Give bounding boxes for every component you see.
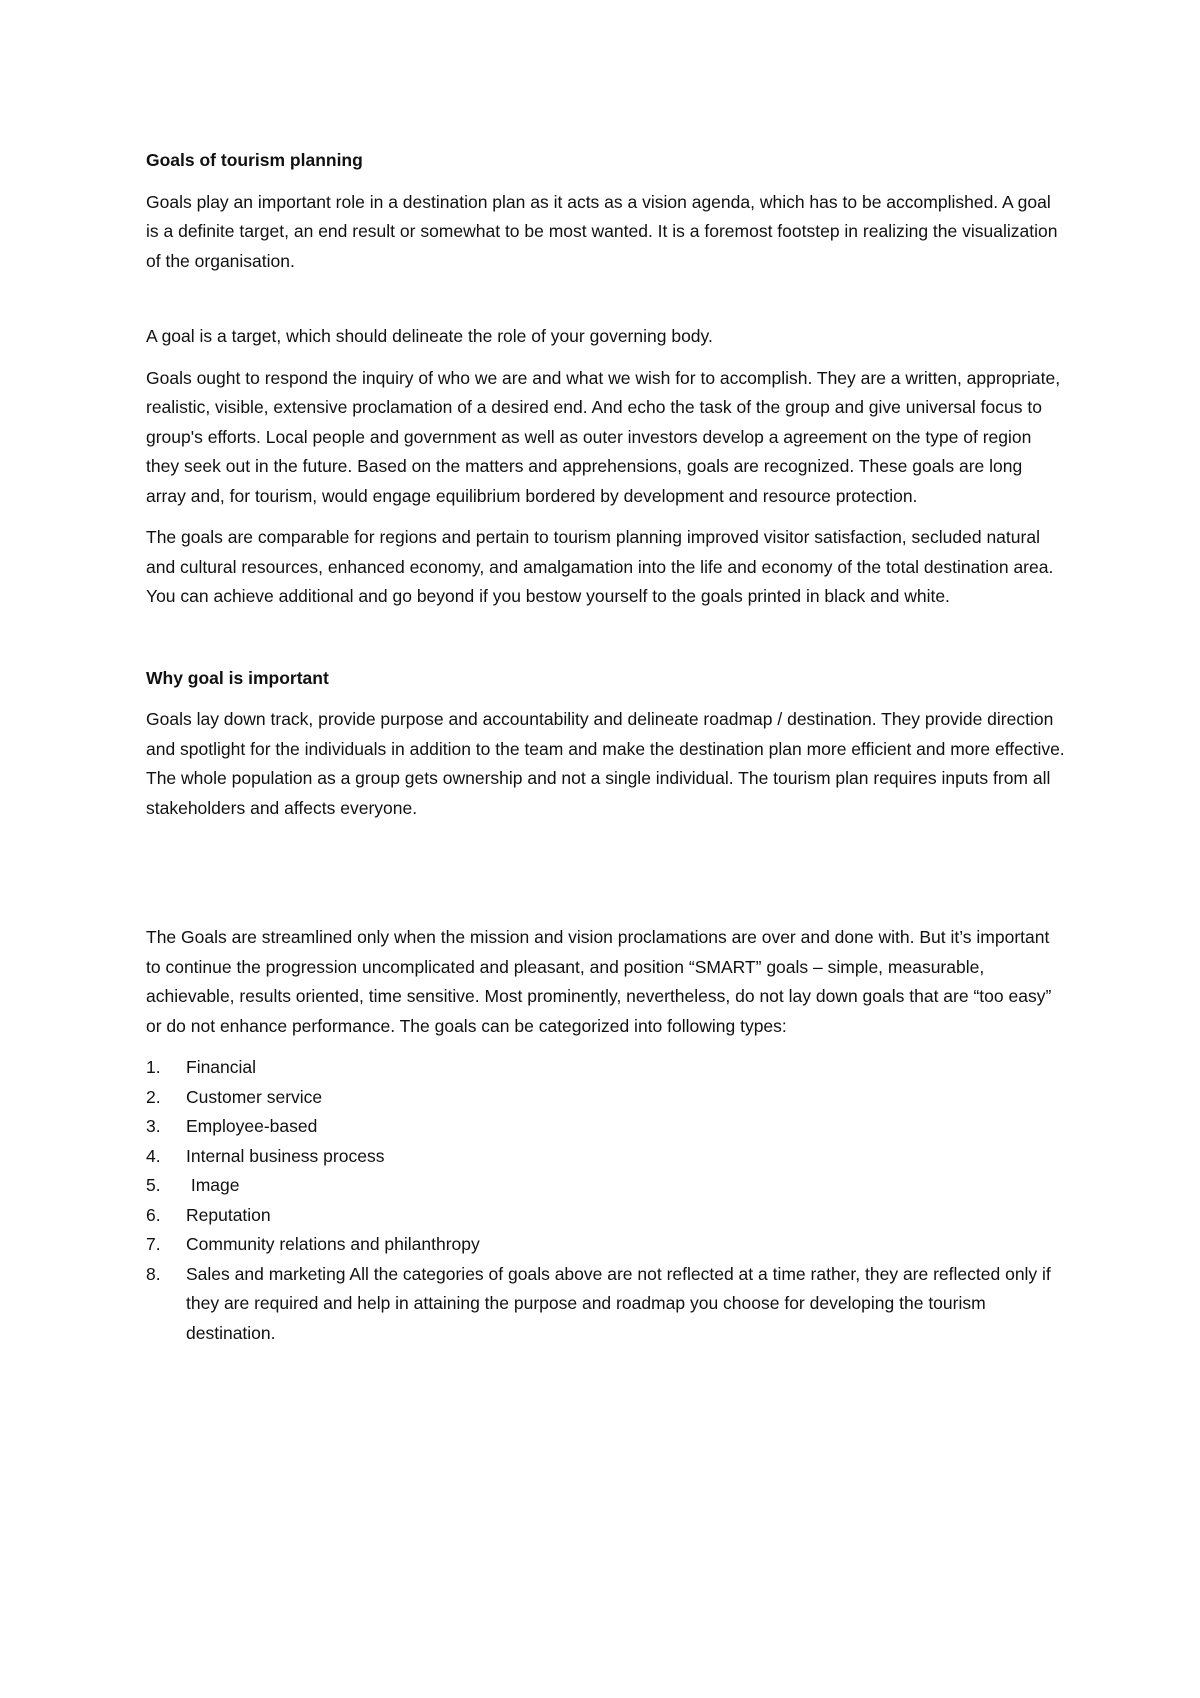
list-item — [146, 1260, 1066, 1349]
list-item-text: Sales and marketing All the categories of goals above are not reflected at a time rather, they are reflected only if they are required and help in attaining the purpose and roadmap you choose for developing the tourism destination. — [186, 1263, 1051, 1343]
paragraph: Goals lay down track, provide purpose and accountability and delineate roadmap / destination. They provide direction and spotlight for the individuals in addition to the team and make the destination plan more efficient and more effective. The whole population as a group gets ownership and not a single individual. The tourism plan requires inputs from all stakeholders and affects everyone. — [146, 709, 1065, 818]
spacer — [146, 835, 1066, 923]
paragraph: A goal is a target, which should delineate the role of your governing body. — [146, 326, 713, 346]
list-item — [146, 1053, 1066, 1083]
goal-types-list — [146, 1053, 1066, 1348]
list-number: 6. — [146, 1204, 161, 1225]
list-number: 5. — [146, 1175, 161, 1195]
list-item — [146, 1112, 1066, 1142]
section-heading-why-goal: Why goal is important — [146, 667, 329, 688]
list-number: 4. — [146, 1145, 161, 1166]
list-number: 3. — [146, 1116, 161, 1136]
list-number: 8. — [146, 1263, 161, 1284]
spacer — [146, 624, 1066, 664]
list-item — [146, 1083, 1066, 1113]
list-item — [146, 1201, 1066, 1231]
spacer — [146, 288, 1066, 322]
list-item-text: Customer service — [186, 1086, 323, 1107]
list-item — [146, 1230, 1066, 1260]
list-item-text: Community relations and philanthropy — [186, 1234, 480, 1254]
paragraph: Goals play an important role in a destination plan as it acts as a vision agenda, which has to be accomplished. A goal is a definite target, an end result or somewhat to be most wanted. It is a foremost footstep in realizing the visualization of the organisation. — [146, 191, 1058, 271]
list-item — [146, 1142, 1066, 1172]
paragraph: Goals ought to respond the inquiry of who we are and what we wish for to accomplish. They are a written, appropriate, realistic, visible, extensive proclamation of a desired end. And echo the task of the group and give universal focus to group's efforts. Local people and government as well as outer investors develop a agreement on the type of region they seek out in the future. Based on the matters and apprehensions, goals are recognized. These goals are long array and, for tourism, would engage equilibrium bordered by development and resource protection. — [146, 367, 1061, 506]
list-item-text: Internal business process — [186, 1145, 385, 1166]
list-item-text: Employee-based — [186, 1116, 318, 1136]
list-number: 1. — [146, 1057, 161, 1077]
document-body — [146, 146, 1066, 1348]
list-item — [146, 1171, 1066, 1201]
list-item-text: Image — [186, 1175, 240, 1195]
list-item-text: Reputation — [186, 1204, 271, 1225]
paragraph: The Goals are streamlined only when the mission and vision proclamations are over and done with. But it’s important to continue the progression uncomplicated and pleasant, and position “SMART” goals – simple, measurable, achievable, results oriented, time sensitive. Most prominently, nevertheless, do not lay down goals that are “too easy” or do not enhance performance. The goals can be categorized into following types: — [146, 927, 1052, 1036]
paragraph: The goals are comparable for regions and pertain to tourism planning improved visitor satisfaction, secluded natural and cultural resources, enhanced economy, and amalgamation into the life and economy of the total destination area. You can achieve additional and go beyond if you bestow yourself to the goals printed in black and white. — [146, 527, 1054, 606]
section-heading-goals: Goals of tourism planning — [146, 150, 363, 170]
list-number: 2. — [146, 1086, 161, 1107]
list-item-text: Financial — [186, 1057, 257, 1077]
list-number: 7. — [146, 1234, 161, 1254]
